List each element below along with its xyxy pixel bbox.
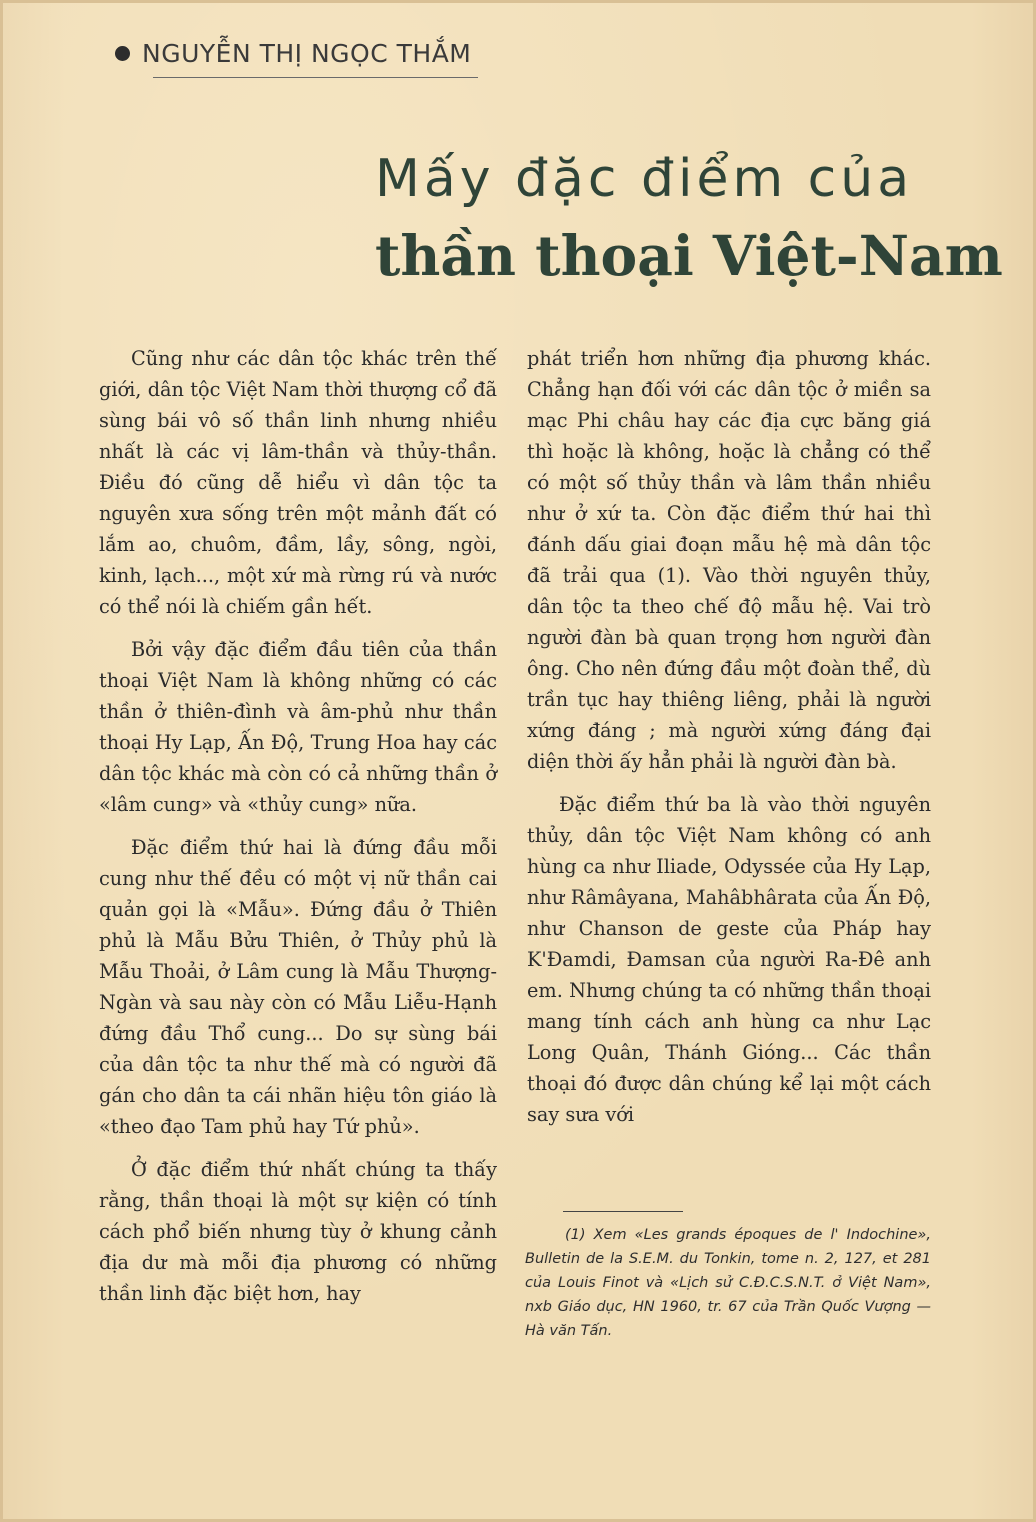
author-underline <box>153 77 478 78</box>
paragraph: Cũng như các dân tộc khác trên thế giới, dân tộc Việt Nam thời thượng cổ đã sùng bái vô số thần linh nhưng nhiều nhất là các vị lâm-thần và thủy-thần. Điều đó cũng dễ hiểu vì dân tộc ta nguyên xưa sống trên một mảnh đất có lắm ao, chuôm, đầm, lầy, sông, ngòi, kinh, lạch..., một xứ mà rừng rú và nước có thể nói là chiếm gần hết. <box>99 347 497 618</box>
left-column <box>99 343 497 1321</box>
paragraph-continuation: phát triển hơn những địa phương khác. Chẳng hạn đối với các dân tộc ở miền sa mạc Phi châu hay các địa cực băng giá thì hoặc là không, hoặc là chẳng có thể có một số thủy thần và lâm thần nhiều như ở xứ ta. Còn đặc điểm thứ hai thì đánh dấu giai đoạn mẫu hệ mà dân tộc đã trải qua (1). Vào thời nguyên thủy, dân tộc ta theo chế độ mẫu hệ. Vai trò người đàn bà quan trọng hơn người đàn ông. Cho nên đứng đầu một đoàn thể, dù trần tục hay thiêng liêng, phải là người xứng đáng ; mà người xứng đáng đại diện thời ấy hẳn phải là người đàn bà. <box>527 347 931 773</box>
paragraph: Ở đặc điểm thứ nhất chúng ta thấy rằng, thần thoại là một sự kiện có tính cách phổ biến nhưng tùy ở khung cảnh địa dư mà mỗi địa phương có những thần linh đặc biệt hơn, hay <box>99 1158 497 1305</box>
paragraph: Đặc điểm thứ hai là đứng đầu mỗi cung như thế đều có một vị nữ thần cai quản gọi là «Mẫu». Đứng đầu ở Thiên phủ là Mẫu Bửu Thiên, ở Thủy phủ là Mẫu Thoải, ở Lâm cung là Mẫu Thượng-Ngàn và sau này còn có Mẫu Liễu-Hạnh đứng đầu Thổ cung... Do sự sùng bái của dân tộc ta như thế mà có người đã gán cho dân ta cái nhãn hiệu tôn giáo là «theo đạo Tam phủ hay Tứ phủ». <box>99 836 497 1138</box>
article-title-line2: thần thoại Việt-Nam <box>375 223 1003 288</box>
right-column <box>527 343 931 1142</box>
paragraph: Bởi vậy đặc điểm đầu tiên của thần thoại Việt Nam là không những có các thần ở thiên-đình và âm-phủ như thần thoại Hy Lạp, Ấn Độ, Trung Hoa hay các dân tộc khác mà còn có cả những thần ở «lâm cung» và «thủy cung» nữa. <box>99 638 497 816</box>
author-byline <box>115 39 471 68</box>
bullet-icon <box>115 46 130 61</box>
footnote: (1) Xem «Les grands époques de l' Indochine», Bulletin de la S.E.M. du Tonkin, tome n. 2, 127, et 281 của Louis Finot và «Lịch sử C.Đ.C.S.N.T. ở Việt Nam», nxb Giáo dục, HN 1960, tr. 67 của Trần Quốc Vượng — Hà văn Tấn. <box>525 1227 931 1339</box>
paragraph: Đặc điểm thứ ba là vào thời nguyên thủy, dân tộc Việt Nam không có anh hùng ca như Iliade, Odyssée của Hy Lạp, như Râmâyana, Mahâbhârata của Ấn Độ, như Chanson de geste của Pháp hay K'Đamdi, Đamsan của người Ra-Đê anh em. Nhưng chúng ta có những thần thoại mang tính cách anh hùng ca như Lạc Long Quân, Thánh Gióng... Các thần thoại đó được dân chúng kể lại một cách say sưa với <box>527 793 931 1126</box>
footnote-rule <box>563 1211 683 1212</box>
article-title-line1: Mấy đặc điểm của <box>375 149 914 209</box>
author-name: NGUYỄN THỊ NGỌC THẮM <box>142 39 472 68</box>
